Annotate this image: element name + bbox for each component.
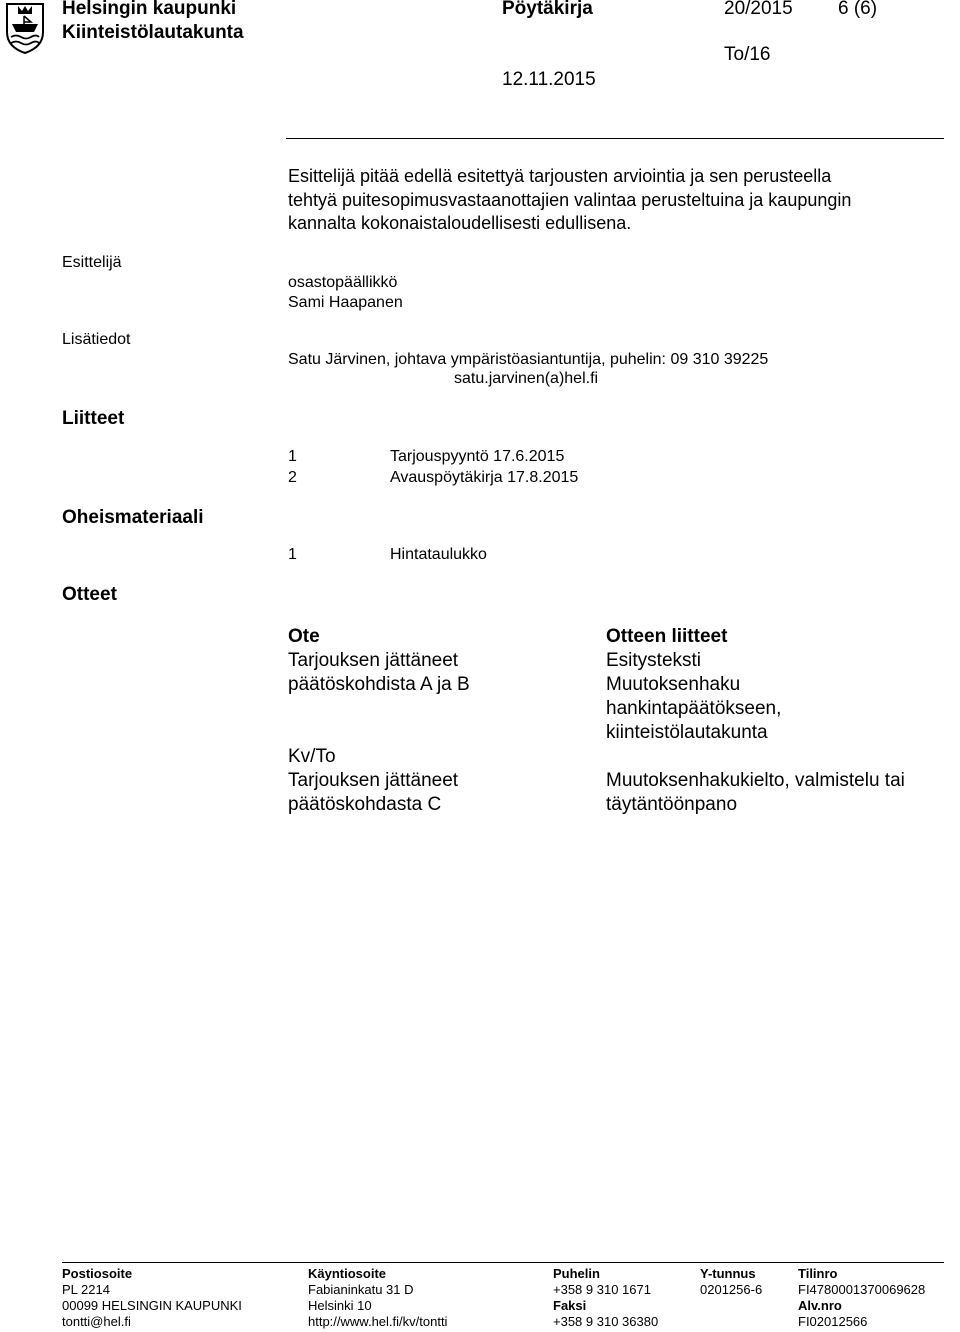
footer-phone-number: +358 9 310 1671 — [553, 1282, 651, 1297]
extract-attachment-line-3: hankintapäätökseen, — [606, 698, 782, 719]
attachment-text-1: Tarjouspyyntö 17.6.2015 — [390, 448, 565, 465]
footer-business-id-heading: Y-tunnus — [700, 1266, 756, 1281]
presenter-name: Sami Haapanen — [288, 294, 403, 311]
extract-attachments-heading: Otteen liitteet — [606, 626, 728, 647]
footer-vat-number: FI02012566 — [798, 1314, 868, 1329]
intro-line-2: tehtyä puitesopimusvastaanottajien valintaa perusteltuina ja kaupungin — [288, 190, 852, 210]
attachment-num-1: 1 — [288, 448, 297, 465]
extracts-label: Otteet — [62, 584, 117, 605]
footer-postal-line-1: PL 2214 — [62, 1282, 110, 1297]
footer-rule — [62, 1262, 944, 1263]
extract-attachment-line-2: Muutoksenhaku — [606, 674, 741, 695]
extract-column-heading: Ote — [288, 626, 320, 647]
footer-visit-line-2: Helsinki 10 — [308, 1298, 372, 1313]
info-label: Lisätiedot — [62, 331, 131, 348]
footer-fax-number: +358 9 310 36380 — [553, 1314, 659, 1329]
attachment-num-2: 2 — [288, 469, 297, 486]
presenter-title: osastopäällikkö — [288, 274, 398, 291]
footer-visit-heading: Käyntiosoite — [308, 1266, 387, 1281]
extract-recipient-c-line-2: päätöskohdasta C — [288, 794, 442, 815]
footer-postal-email[interactable]: tontti@hel.fi — [62, 1314, 131, 1329]
supplementary-label: Oheismateriaali — [62, 507, 204, 528]
extract-attachment-line-1: Esitysteksti — [606, 650, 702, 671]
city-crest-logo — [4, 2, 46, 54]
extract-recipient-c-line-1: Tarjouksen jättäneet — [288, 770, 459, 791]
footer-visit-line-1: Fabianinkatu 31 D — [308, 1282, 414, 1297]
footer-postal-line-2: 00099 HELSINGIN KAUPUNKI — [62, 1298, 242, 1313]
footer-visit-url[interactable]: http://www.hel.fi/kv/tontti — [308, 1314, 448, 1329]
document-number: 20/2015 — [724, 0, 793, 19]
extract-attachment-line-4: kiinteistölautakunta — [606, 722, 768, 743]
board-name: Kiinteistölautakunta — [62, 22, 244, 43]
footer-vat-heading: Alv.nro — [798, 1298, 842, 1313]
footer-account-heading: Tilinro — [798, 1266, 838, 1281]
footer-postal-heading: Postiosoite — [62, 1266, 133, 1281]
intro-line-3: kannalta kokonaistaloudellisesti edullisena. — [288, 213, 632, 233]
intro-line-1: Esittelijä pitää edellä esitettyä tarjousten arviointia ja sen perusteella — [288, 166, 832, 186]
presenter-label: Esittelijä — [62, 254, 122, 271]
meeting-date: 12.11.2015 — [502, 69, 596, 90]
attachment-text-2: Avauspöytäkirja 17.8.2015 — [390, 469, 579, 486]
supplementary-text-1: Hintataulukko — [390, 546, 487, 563]
footer-account-number: FI4780001370069628 — [798, 1282, 926, 1297]
info-email: satu.jarvinen(a)hel.fi — [454, 370, 599, 387]
extract-attachment-line-5: Muutoksenhakukielto, valmistelu tai — [606, 770, 905, 791]
extract-recipient-ab-line-2: päätöskohdista A ja B — [288, 674, 470, 695]
footer-phone-heading: Puhelin — [553, 1266, 600, 1281]
page-number: 6 (6) — [838, 0, 878, 19]
city-name: Helsingin kaupunki — [62, 0, 237, 19]
extract-attachment-line-6: täytäntöönpano — [606, 794, 738, 815]
supplementary-num-1: 1 — [288, 546, 297, 563]
info-contact: Satu Järvinen, johtava ympäristöasiantuntija, puhelin: 09 310 39225 — [288, 351, 769, 368]
header-rule — [286, 138, 944, 139]
section-reference: To/16 — [724, 44, 771, 65]
extract-recipient-ab-line-1: Tarjouksen jättäneet — [288, 650, 459, 671]
extract-recipient-kvto: Kv/To — [288, 746, 336, 767]
footer-business-id: 0201256-6 — [700, 1282, 763, 1297]
document-type: Pöytäkirja — [502, 0, 593, 19]
attachments-label: Liitteet — [62, 408, 125, 429]
footer-fax-heading: Faksi — [553, 1298, 587, 1313]
